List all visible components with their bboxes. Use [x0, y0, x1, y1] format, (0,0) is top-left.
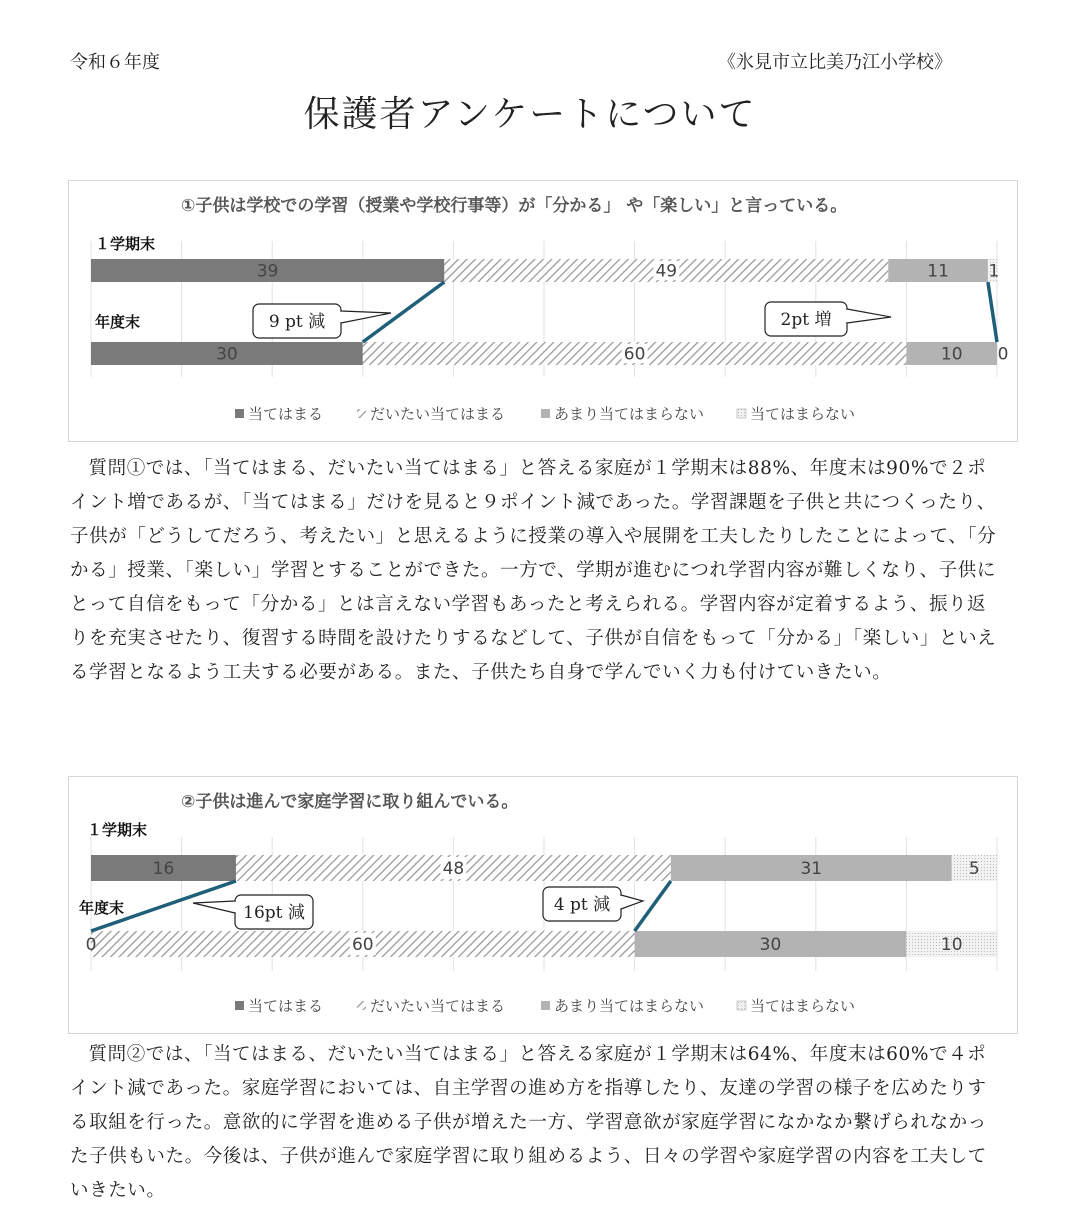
legend-label: あまり当てはまらない — [554, 997, 705, 1015]
legend-label: 当てはまる — [248, 405, 324, 423]
callout-label: 9 pt 減 — [268, 312, 326, 332]
chart-title: ①子供は学校での学習（授業や学校行事等）が「分かる」 や「楽しい」と言っている。 — [181, 196, 848, 216]
category-label: １学期末 — [95, 235, 156, 253]
fiscal-year: 令和６年度 — [70, 52, 160, 73]
chart-title: ②子供は進んで家庭学習に取り組んでいる。 — [181, 792, 519, 812]
callout — [765, 302, 891, 336]
data-label: 60 — [623, 344, 646, 365]
legend-label: だいたい当てはまる — [370, 405, 506, 423]
category-label: 年度末 — [95, 313, 141, 331]
data-label: 11 — [927, 261, 949, 282]
data-label: 31 — [800, 859, 823, 879]
data-label: 5 — [968, 859, 980, 879]
callout — [253, 304, 391, 338]
paragraph-question-2: 質問②では、「当てはまる、だいたい当てはまる」と答える家庭が１学期末は64%、年度末は60%で４ポイント減であった。家庭学習においては、自主学習の進め方を指導したり、友達の学習の様子を広めたりする取組を行った。意欲的に学習を進める子供が増えた一方、学習意欲が家庭学習になかなか繋げられなかった子供もいた。今後は、子供が進んで家庭学習に取り組めるよう、日々の学習や家庭学習の内容を工夫していきたい。 — [70, 1044, 987, 1201]
data-label: 0 — [997, 344, 1009, 365]
legend-label: あまり当てはまらない — [554, 405, 705, 423]
legend-label: 当てはまらない — [750, 405, 856, 423]
legend-label: だいたい当てはまる — [370, 997, 506, 1015]
legend-swatch — [737, 409, 746, 418]
change-connector — [635, 881, 671, 931]
callout — [193, 895, 313, 929]
legend-swatch — [357, 409, 366, 418]
callout-label: 2pt 増 — [780, 310, 832, 330]
callout-label: 4 pt 減 — [553, 895, 611, 915]
data-label: 10 — [940, 344, 963, 365]
legend-swatch — [737, 1001, 746, 1010]
page-title: 保護者アンケートについて — [303, 94, 757, 135]
category-label: １学期末 — [87, 821, 148, 839]
data-label: 0 — [85, 935, 97, 955]
chart-question-2 — [68, 776, 1018, 1034]
data-label: 48 — [442, 859, 465, 879]
data-label: 1 — [988, 261, 1000, 282]
legend-label: 当てはまらない — [750, 997, 856, 1015]
data-label: 49 — [655, 261, 678, 282]
data-label: 39 — [256, 261, 279, 282]
legend-swatch — [541, 409, 550, 418]
category-label: 年度末 — [79, 899, 125, 917]
legend-swatch — [235, 1001, 244, 1010]
chart-question-2-svg — [69, 777, 1017, 1033]
legend-swatch — [235, 409, 244, 418]
paragraph-question-1: 質問①では、「当てはまる、だいたい当てはまる」と答える家庭が１学期末は88%、年度末は90%で２ポイント増であるが、「当てはまる」だけを見ると９ポイント減であった。学習課題を子供と共につくったり、子供が「どうしてだろう、考えたい」と思えるように授業の導入や展開を工夫したりしたことによって、「分かる」授業、「楽しい」学習とすることができた。一方で、学期が進むにつれ学習内容が難しくなり、子供にとって自信をもって「分かる」とは言えない学習もあったと考えられる。学習内容が定着するよう、振り返りを充実させたり、復習する時間を設けたりするなどして、子供が自信をもって「分かる」「楽しい」といえる学習となるよう工夫する必要がある。また、子供たち自身で学んでいく力も付けていきたい。 — [70, 458, 997, 683]
legend-swatch — [357, 1001, 366, 1010]
legend-label: 当てはまる — [248, 997, 324, 1015]
data-label: 30 — [216, 344, 238, 365]
chart-question-1 — [68, 180, 1018, 442]
data-label: 16 — [152, 859, 175, 879]
school-name: 《氷見市立比美乃江小学校》 — [718, 52, 952, 73]
callout — [543, 887, 643, 921]
change-connector — [988, 282, 997, 342]
data-label: 30 — [759, 935, 782, 955]
callout-label: 16pt 減 — [243, 903, 305, 923]
chart-question-1-svg — [69, 181, 1017, 441]
data-label: 10 — [940, 935, 963, 955]
data-label: 60 — [351, 935, 374, 955]
legend-swatch — [541, 1001, 550, 1010]
